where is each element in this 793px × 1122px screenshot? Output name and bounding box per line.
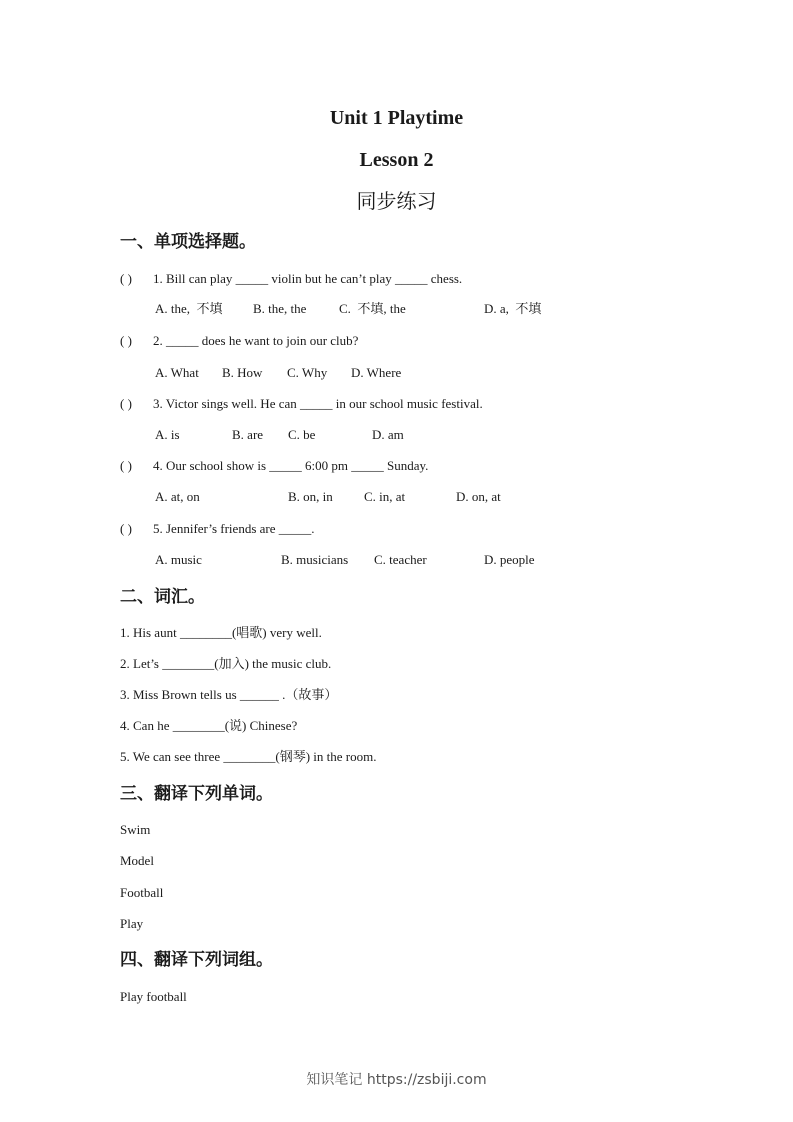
option-d: D. a, 不填 — [484, 301, 542, 316]
option-a: A. at, on — [155, 489, 200, 504]
phrase-item: Play football — [120, 989, 187, 1004]
option-c: C. in, at — [364, 489, 406, 504]
option-b: B. are — [232, 427, 264, 442]
vocab-item: 4. Can he ________(说) Chinese? — [120, 718, 298, 733]
option-a: A. is — [155, 427, 180, 442]
section-heading-translate-phrases: 四、翻译下列词组。 — [120, 950, 273, 970]
question-text: 1. Bill can play _____ violin but he can’t play _____ chess. — [153, 271, 463, 286]
vocab-item: 2. Let’s ________(加入) the music club. — [120, 656, 332, 671]
option-b: B. the, the — [253, 301, 307, 316]
word-item: Swim — [120, 822, 151, 837]
option-c: C. 不填, the — [339, 301, 406, 316]
option-d: D. Where — [351, 365, 402, 380]
option-d: D. on, at — [456, 489, 501, 504]
option-d: D. people — [484, 552, 535, 567]
option-b: B. musicians — [281, 552, 349, 567]
section-heading-multiple-choice: 一、单项选择题。 — [120, 232, 256, 252]
question-text: 3. Victor sings well. He can _____ in our school music festival. — [153, 396, 483, 411]
option-d: D. am — [372, 427, 404, 442]
answer-blank: ( ) — [120, 458, 132, 473]
subtitle: 同步练习 — [356, 189, 437, 213]
vocab-item: 3. Miss Brown tells us ______ .（故事） — [120, 687, 338, 702]
answer-blank: ( ) — [120, 271, 132, 286]
word-item: Football — [120, 885, 164, 900]
question-text: 2. _____ does he want to join our club? — [153, 333, 359, 348]
question-text: 4. Our school show is _____ 6:00 pm _____ Sunday. — [153, 458, 429, 473]
option-b: B. How — [222, 365, 263, 380]
option-b: B. on, in — [288, 489, 333, 504]
option-c: C. be — [288, 427, 316, 442]
option-a: A. music — [155, 552, 202, 567]
option-a: A. the, 不填 — [155, 301, 223, 316]
word-item: Model — [120, 853, 154, 868]
question-text: 5. Jennifer’s friends are _____. — [153, 521, 315, 536]
word-item: Play — [120, 916, 144, 931]
footer-watermark: 知识笔记 https://zsbiji.com — [306, 1072, 487, 1088]
option-a: A. What — [155, 365, 199, 380]
vocab-item: 1. His aunt ________(唱歌) very well. — [120, 625, 322, 640]
page-title: Unit 1 Playtime — [329, 107, 464, 129]
answer-blank: ( ) — [120, 333, 132, 348]
section-heading-vocabulary: 二、词汇。 — [120, 587, 205, 607]
vocab-item: 5. We can see three ________(钢琴) in the room. — [120, 749, 377, 764]
answer-blank: ( ) — [120, 521, 132, 536]
answer-blank: ( ) — [120, 396, 132, 411]
lesson-title: Lesson 2 — [359, 149, 434, 171]
section-heading-translate-words: 三、翻译下列单词。 — [120, 784, 273, 804]
option-c: C. teacher — [374, 552, 427, 567]
option-c: C. Why — [287, 365, 328, 380]
